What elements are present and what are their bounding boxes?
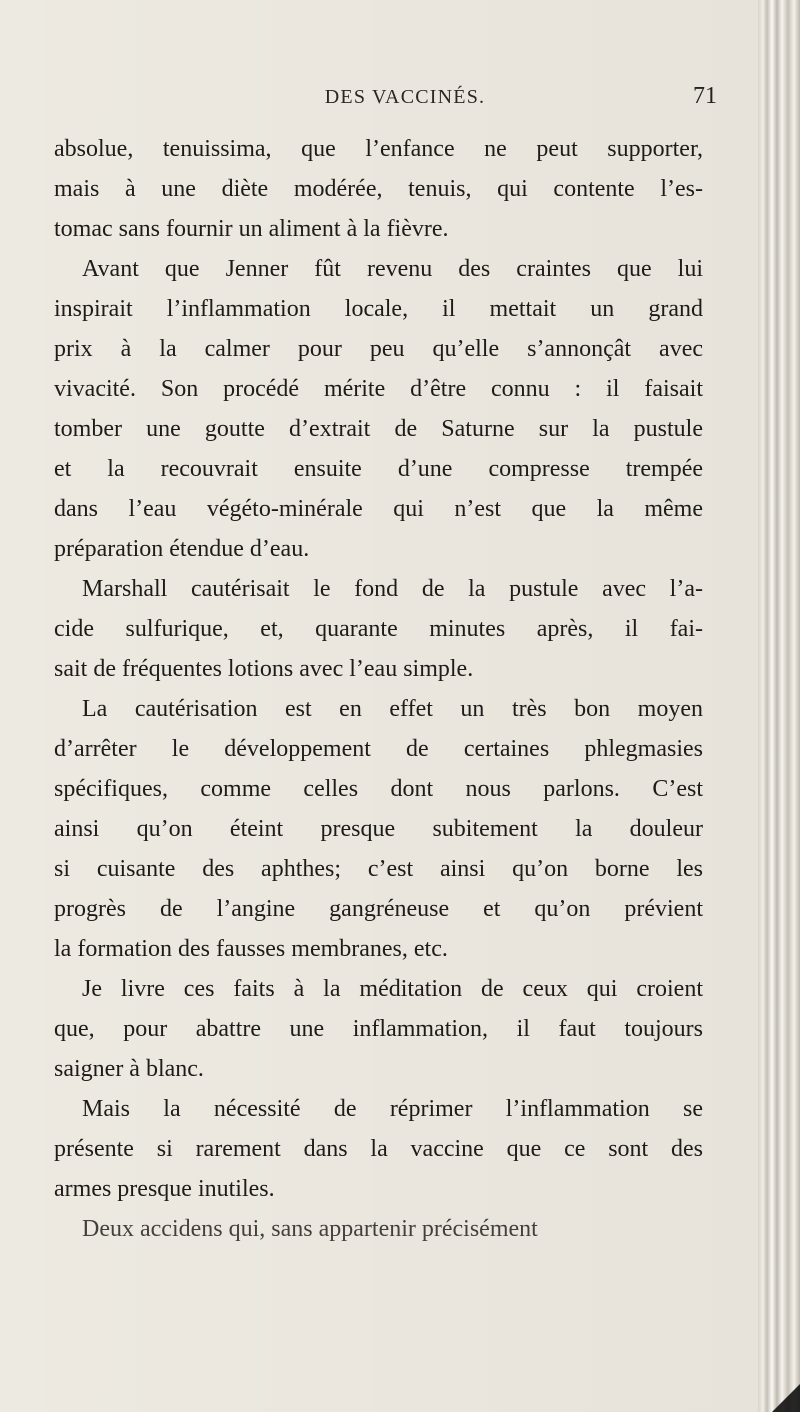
text-line: dans l’eau végéto-minérale qui n’est que la même bbox=[54, 496, 703, 522]
text-line: vivacité. Son procédé mérite d’être connu : il faisait bbox=[54, 376, 703, 402]
page-number: 71 bbox=[693, 83, 717, 109]
text-line: présente si rarement dans la vaccine que ce sont des bbox=[54, 1136, 703, 1162]
page-header bbox=[0, 83, 800, 126]
text-line: La cautérisation est en effet un très bon moyen bbox=[82, 696, 703, 722]
text-line: sait de fréquentes lotions avec l’eau simple. bbox=[54, 656, 474, 682]
text-line: et la recouvrait ensuite d’une compresse trempée bbox=[54, 456, 703, 482]
text-line: progrès de l’angine gangréneuse et qu’on prévient bbox=[54, 896, 703, 922]
text-line: la formation des fausses membranes, etc. bbox=[54, 936, 448, 962]
text-line: Je livre ces faits à la méditation de ceux qui croient bbox=[82, 976, 703, 1002]
text-line: cide sulfurique, et, quarante minutes après, il fai- bbox=[54, 616, 703, 642]
text-line: ainsi qu’on éteint presque subitement la douleur bbox=[54, 816, 703, 842]
text-line: Avant que Jenner fût revenu des craintes que lui bbox=[82, 256, 703, 282]
text-line: spécifiques, comme celles dont nous parlons. C’est bbox=[54, 776, 703, 802]
running-title: DES VACCINÉS. bbox=[324, 86, 486, 108]
body-text bbox=[54, 129, 703, 1249]
page-corner-shadow bbox=[772, 1384, 800, 1412]
text-line: absolue, tenuissima, que l’enfance ne peut supporter, bbox=[54, 136, 703, 162]
text-line: mais à une diète modérée, tenuis, qui contente l’es- bbox=[54, 176, 703, 202]
text-line: d’arrêter le développement de certaines phlegmasies bbox=[54, 736, 703, 762]
text-line: saigner à blanc. bbox=[54, 1056, 204, 1082]
text-line: Mais la nécessité de réprimer l’inflammation se bbox=[82, 1096, 703, 1122]
text-line: que, pour abattre une inflammation, il faut toujours bbox=[54, 1016, 703, 1042]
text-line: armes presque inutiles. bbox=[54, 1176, 275, 1202]
text-line: si cuisante des aphthes; c’est ainsi qu’on borne les bbox=[54, 856, 703, 882]
text-line: prix à la calmer pour peu qu’elle s’annonçât avec bbox=[54, 336, 703, 362]
text-line: préparation étendue d’eau. bbox=[54, 536, 310, 562]
binding-strip bbox=[758, 0, 800, 1412]
text-line: tomber une goutte d’extrait de Saturne sur la pustule bbox=[54, 416, 703, 442]
text-line: inspirait l’inflammation locale, il mettait un grand bbox=[54, 296, 703, 322]
text-line: tomac sans fournir un aliment à la fièvre. bbox=[54, 216, 449, 242]
text-line: Deux accidens qui, sans appartenir précisément bbox=[82, 1216, 538, 1242]
text-line: Marshall cautérisait le fond de la pustule avec l’a- bbox=[82, 576, 703, 602]
